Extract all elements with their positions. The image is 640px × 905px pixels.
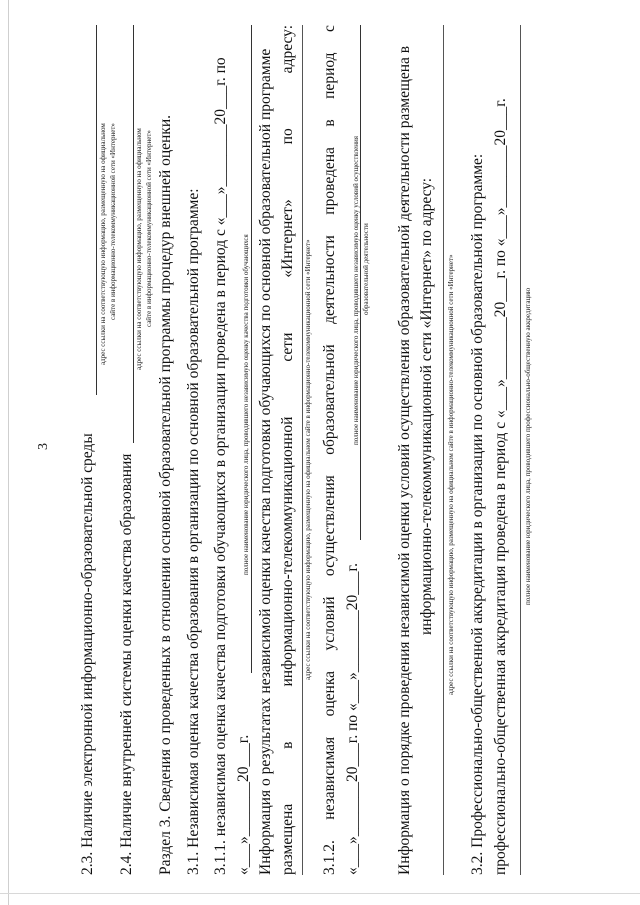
info-results-line2 <box>280 25 296 875</box>
info-procedure-line2: информационно-телекоммуникационной сети «Интернет» по адресу: <box>418 177 435 635</box>
word: по <box>279 128 296 145</box>
fill-line <box>96 25 97 395</box>
caption-2-4-b: сайте в информационно-телекоммуникационной сети «Интернет» <box>145 130 153 327</box>
section-3-heading: Раздел 3. Сведения о проведенных в отношении основной образовательной программы процедур внешней оценки. <box>157 115 174 875</box>
info-results-line1: Информация о результатах независимой оценки качества подготовки обучающихся по основной образовательной программе <box>257 48 274 875</box>
item-3-1-2-line1 <box>322 25 338 875</box>
fill-line <box>133 25 134 443</box>
caption-results: адрес ссылки на соответствующую информацию, размещенную на официальном сайте в информационно-телекоммуникационной сети «Интернет» <box>304 239 312 680</box>
item-3-1-1-line1: 3.1.1. независимая оценка качества подготовки обучающихся в организации проведена в период с «___»________20___г. по <box>212 57 229 875</box>
word: проведена <box>321 147 338 215</box>
fill-line <box>443 25 444 875</box>
word: с <box>321 25 338 32</box>
item-3-2-line2: профессионально-общественная аккредитация проведена в период с «___»________20___г. по «___»________20___г. <box>492 98 509 875</box>
caption-procedure: адрес ссылки на соответствующую информацию, размещенную на официальном сайте в информационно-телекоммуникационной сети «Интернет» <box>447 254 455 695</box>
word: условий <box>321 596 338 651</box>
word: период <box>321 52 338 99</box>
word: размещена <box>279 803 296 875</box>
caption-2-3-b: сайте в информационно-телекоммуникационной сети «Интернет» <box>109 123 117 320</box>
caption-2-4-a: адрес ссылки на соответствующую информацию, размещенную на официальном <box>135 128 143 370</box>
item-3-2-line1: 3.2. Профессионально-общественной аккредитации в организации по основной образовательной программе: <box>469 153 486 875</box>
item-2-3: 2.3. Наличие электронной информационно-образовательной среды <box>79 433 96 875</box>
item-3-1-2-line2: «___»_______20___г. по «___»________20___г. <box>344 562 361 875</box>
word: адресу: <box>279 25 296 74</box>
word: 3.1.2. <box>321 840 338 875</box>
caption-3-1-2-b: образовательной деятельности <box>362 223 370 315</box>
word: в <box>321 119 338 127</box>
word: образовательной <box>321 344 338 455</box>
fill-line <box>360 25 361 540</box>
word: осуществления <box>321 475 338 577</box>
caption-3-2: полное наименование юридического лица, проводившего профессионально-общественную аккредитацию <box>524 287 532 605</box>
word: оценка <box>321 670 338 717</box>
fill-line <box>251 25 252 673</box>
word: сети <box>279 332 296 362</box>
caption-3-1-1: полное наименование юридического лица, проводившего независимую оценку качества подготовки обучающихся <box>242 234 250 575</box>
word: информационно-телекоммуникационной <box>279 416 296 687</box>
info-procedure-line1: Информация о порядке проведения независимой оценки условий осуществления образовательной деятельности размещена в <box>396 45 413 875</box>
word: в <box>279 741 296 749</box>
fill-line <box>302 25 303 875</box>
fill-line <box>520 25 521 875</box>
caption-3-1-2-a: полное наименование юридического лица, проводившего независимую оценку условий осуществления <box>352 136 360 445</box>
word: «Интернет» <box>279 199 296 278</box>
word: деятельности <box>321 235 338 324</box>
page-number: 3 <box>36 443 51 450</box>
item-3-1: 3.1. Независимая оценка качества образования в организации по основной образовательной программе: <box>185 188 202 875</box>
item-3-1-1-line2: «___»_______20___г. <box>235 734 252 875</box>
item-2-4: 2.4. Наличие внутренней системы оценки качества образования <box>118 453 135 875</box>
word: независимая <box>321 736 338 820</box>
caption-2-3-a: адрес ссылки на соответствующую информацию, размещенную на официальном <box>99 123 107 365</box>
